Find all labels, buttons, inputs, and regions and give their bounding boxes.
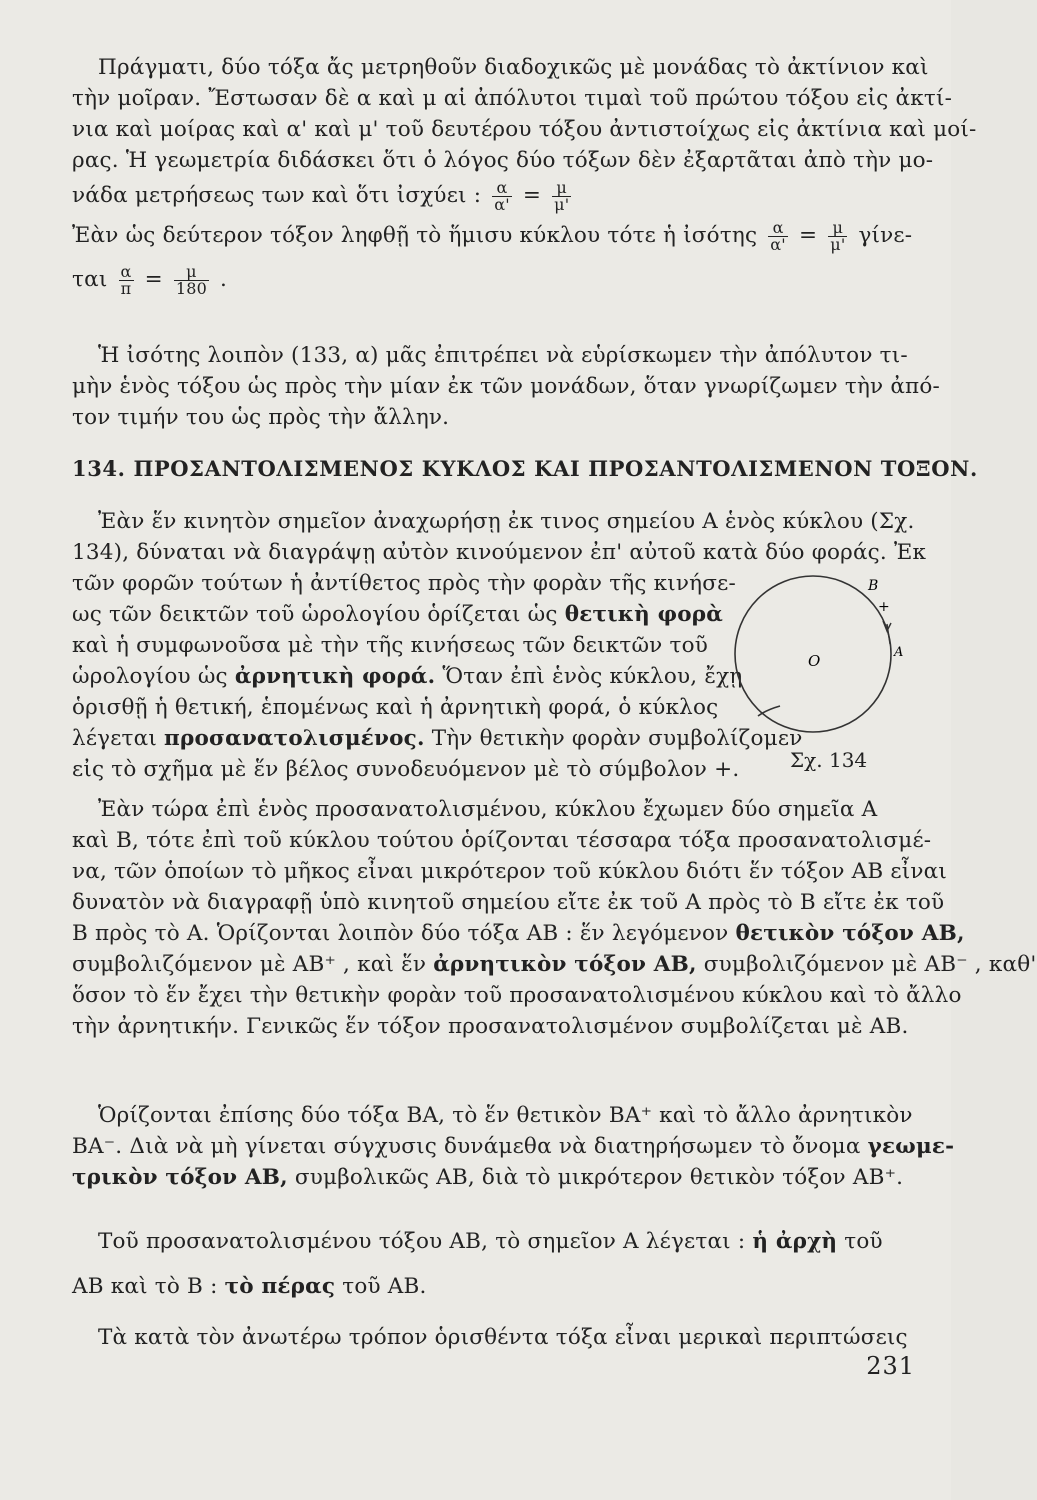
term-positive-direction: θετικὴ φορὰ: [564, 602, 724, 627]
text-fragment: νάδα μετρήσεως των καὶ ὅτι ἰσχύει :: [72, 183, 482, 208]
text-line: καὶ Β, τότε ἐπὶ τοῦ κύκλου τούτου ὁρίζονται τέσσαρα τόξα προσανατολισμέ-: [72, 828, 932, 853]
term-end: τὸ πέρας: [224, 1274, 336, 1299]
text-line: Πράγματι, δύο τόξα ἄς μετρηθοῦν διαδοχικῶς μὲ μονάδας τὸ ἀκτίνιον καὶ: [98, 55, 929, 80]
text-line: [72, 723, 803, 754]
fraction: [492, 177, 512, 214]
fraction: [828, 217, 847, 254]
text-fragment: Ὅταν ἐπὶ ἑνὸς κύκλου, ἔχῃ: [442, 664, 743, 689]
intro-paragraph: [72, 52, 977, 304]
text-line: [72, 1226, 915, 1257]
equals-sign: =: [144, 267, 163, 292]
fraction-denominator: π: [120, 278, 132, 298]
section-heading: 134. ΠΡΟΣΑΝΤΟΛΙΣΜΕΝΟΣ ΚΥΚΛΟΣ ΚΑΙ ΠΡΟΣΑΝΤΟΛΙΣΜΕΝΟΝ ΤΟΞΟΝ.: [72, 456, 978, 481]
point-b-label: B: [868, 578, 879, 594]
text-line: [72, 949, 1037, 980]
formula-line: [72, 176, 915, 216]
center-o-label: O: [808, 652, 821, 670]
fraction-numerator: α: [492, 180, 512, 197]
text-fragment: Τὴν θετικὴν φορὰν συμβολίζομεν: [431, 726, 803, 751]
term-negative-arc: ἀρνητικὸν τόξον ΑΒ,: [433, 952, 697, 977]
text-fragment: ΒΑ⁻. Διὰ νὰ μὴ γίνεται σύγχυσις δυνάμεθα νὰ διατηρήσωμεν τὸ ὄνομα: [72, 1134, 861, 1159]
text-line: [72, 1271, 915, 1302]
text-fragment: συμβολιζόμενον μὲ ΑΒ⁺ , καὶ ἕν: [72, 952, 427, 977]
text-fragment: τοῦ: [844, 1229, 883, 1254]
text-line: τὴν ἀρνητικήν. Γενικῶς ἕν τόξον προσανατολισμένον συμβολίζεται μὲ ΑΒ.: [72, 1014, 909, 1039]
fraction-numerator: μ: [174, 264, 209, 281]
text-fragment: ται: [72, 267, 108, 292]
text-line: ὁρισθῇ ἡ θετική, ἑπομένως καὶ ἡ ἀρνητικὴ φορά, ὁ κύκλος: [72, 695, 719, 720]
text-line: ὅσον τὸ ἕν ἔχει τὴν θετικὴν φορὰν τοῦ προσανατολισμένου κύκλου καὶ τὸ ἄλλο: [72, 983, 962, 1008]
text-fragment: ως τῶν δεικτῶν τοῦ ὡρολογίου ὁρίζεται ὡς: [72, 602, 558, 627]
term-positive-arc: θετικὸν τόξον ΑΒ,: [735, 921, 965, 946]
term-negative-direction: ἀρνητικὴ φορά.: [234, 664, 436, 689]
text-line: τῶν φορῶν τούτων ἡ ἀντίθετος πρὸς τὴν φορὰν τῆς κινήσε-: [72, 571, 736, 596]
paragraph-isotes: [72, 340, 940, 433]
text-line: Τὰ κατὰ τὸν ἀνωτέρω τρόπον ὁρισθέντα τόξα εἶναι μερικαὶ περιπτώσεις: [98, 1325, 908, 1350]
text-line: Ὁρίζονται ἐπίσης δύο τόξα ΒΑ, τὸ ἕν θετικὸν ΒΑ⁺ καὶ τὸ ἄλλο ἀρνητικὸν: [98, 1103, 913, 1128]
text-line: μὴν ἑνὸς τόξου ὡς πρὸς τὴν μίαν ἐκ τῶν μονάδων, ὅταν γνωρίζωμεν τὴν ἀπό-: [72, 374, 940, 399]
text-line: [72, 599, 724, 630]
text-line: [72, 1131, 955, 1162]
term-oriented: προσανατολισμένος.: [164, 726, 425, 751]
text-line: Ἐὰν τώρα ἐπὶ ἑνὸς προσανατολισμένου, κύκλου ἔχωμεν δύο σημεῖα Α: [98, 797, 878, 822]
fraction-numerator: α: [120, 261, 132, 281]
paragraph-special-cases: [72, 1322, 915, 1353]
text-fragment: ΑΒ καὶ τὸ Β :: [72, 1274, 218, 1299]
fraction-denominator: μ': [830, 234, 846, 254]
fraction-numerator: μ: [828, 220, 847, 237]
text-line: εἰς τὸ σχῆμα μὲ ἕν βέλος συνοδευόμενον μὲ τὸ σύμβολον +.: [72, 757, 740, 782]
formula-line: [72, 256, 915, 304]
fraction-denominator: α': [770, 234, 786, 254]
text-line: [72, 918, 965, 949]
text-line: τὴν μοῖραν. Ἔστωσαν δὲ α καὶ μ αἱ ἀπόλυτοι τιμαὶ τοῦ πρώτου τόξου εἰς ἀκτί-: [72, 86, 953, 111]
equals-sign: =: [522, 183, 542, 208]
page-number: 231: [866, 1352, 915, 1380]
equals-sign: =: [798, 223, 818, 248]
fraction: [768, 217, 788, 254]
text-line: [72, 1162, 915, 1193]
circle-figure: [718, 566, 908, 741]
text-fragment: λέγεται: [72, 726, 157, 751]
fraction-denominator: α': [494, 194, 510, 214]
fraction-denominator: μ': [554, 194, 570, 214]
fraction-denominator: 180: [175, 278, 207, 298]
text-fragment: ὡρολογίου ὡς: [72, 664, 228, 689]
formula-line: [72, 216, 915, 256]
text-line: Ἡ ἰσότης λοιπὸν (133, α) μᾶς ἐπιτρέπει νὰ εὑρίσκωμεν τὴν ἀπόλυτον τι-: [98, 343, 908, 368]
text-fragment: συμβολιζόμενον μὲ ΑΒ⁻ , καθ': [703, 952, 1037, 977]
fraction: [552, 177, 571, 214]
text-line: 134), δύναται νὰ διαγράψῃ αὐτὸν κινούμενον ἐπ' αὐτοῦ κατὰ δύο φοράς. Ἐκ: [72, 540, 927, 565]
fraction: [119, 261, 134, 298]
text-fragment: .: [220, 267, 228, 292]
term-geometric: γεωμε-: [867, 1134, 955, 1159]
figure-caption: Σχ. 134: [790, 748, 868, 772]
text-fragment: Τοῦ προσανατολισμένου τόξου ΑΒ, τὸ σημεῖον Α λέγεται :: [98, 1229, 746, 1254]
text-fragment: γίνε-: [858, 223, 913, 248]
text-line: δυνατὸν νὰ διαγραφῇ ὑπὸ κινητοῦ σημείου εἴτε ἐκ τοῦ Α πρὸς τὸ Β εἴτε ἐκ τοῦ: [72, 890, 945, 915]
paragraph-start-end: [72, 1226, 915, 1302]
text-line: καὶ ἡ συμφωνοῦσα μὲ τὴν τῆς κινήσεως τῶν δεικτῶν τοῦ: [72, 633, 708, 658]
text-fragment: τοῦ ΑΒ.: [342, 1274, 427, 1299]
arrow-mark: [758, 706, 780, 716]
paragraph-four-arcs: [72, 794, 1037, 1042]
text-line: [72, 661, 743, 692]
paragraph-ba-arcs: [72, 1100, 955, 1193]
text-fragment: Β πρὸς τὸ Α. Ὁρίζονται λοιπὸν δύο τόξα ΑΒ : ἕν λεγόμενον: [72, 921, 729, 946]
fraction-numerator: α: [768, 220, 788, 237]
plus-label: +: [878, 599, 890, 615]
point-a-label: A: [894, 645, 904, 660]
fraction: [174, 261, 209, 298]
text-fragment: συμβολικῶς ΑΒ, διὰ τὸ μικρότερον θετικὸν τόξον ΑΒ⁺.: [294, 1165, 904, 1190]
text-fragment: Ἐὰν ὡς δεύτερον τόξον ληφθῇ τὸ ἥμισυ κύκλου τότε ἡ ἰσότης: [72, 223, 758, 248]
text-line: τον τιμήν του ὡς πρὸς τὴν ἄλλην.: [72, 405, 450, 430]
term-geometric-arc: τρικὸν τόξον ΑΒ,: [72, 1165, 288, 1190]
term-start: ἡ ἀρχὴ: [752, 1229, 838, 1254]
text-line: Ἐὰν ἕν κινητὸν σημεῖον ἀναχωρήσῃ ἐκ τινος σημείου Α ἑνὸς κύκλου (Σχ.: [98, 509, 915, 534]
fraction-numerator: μ: [552, 180, 571, 197]
text-line: ρας. Ἡ γεωμετρία διδάσκει ὅτι ὁ λόγος δύο τόξων δὲν ἐξαρτᾶται ἀπὸ τὴν μο-: [72, 148, 934, 173]
text-line: νια καὶ μοίρας καὶ α' καὶ μ' τοῦ δευτέρου τόξου ἀντιστοίχως εἰς ἀκτίνια καὶ μοί-: [72, 117, 977, 142]
text-line: να, τῶν ὁποίων τὸ μῆκος εἶναι μικρότερον τοῦ κύκλου διότι ἕν τόξον ΑΒ εἶναι: [72, 859, 947, 884]
